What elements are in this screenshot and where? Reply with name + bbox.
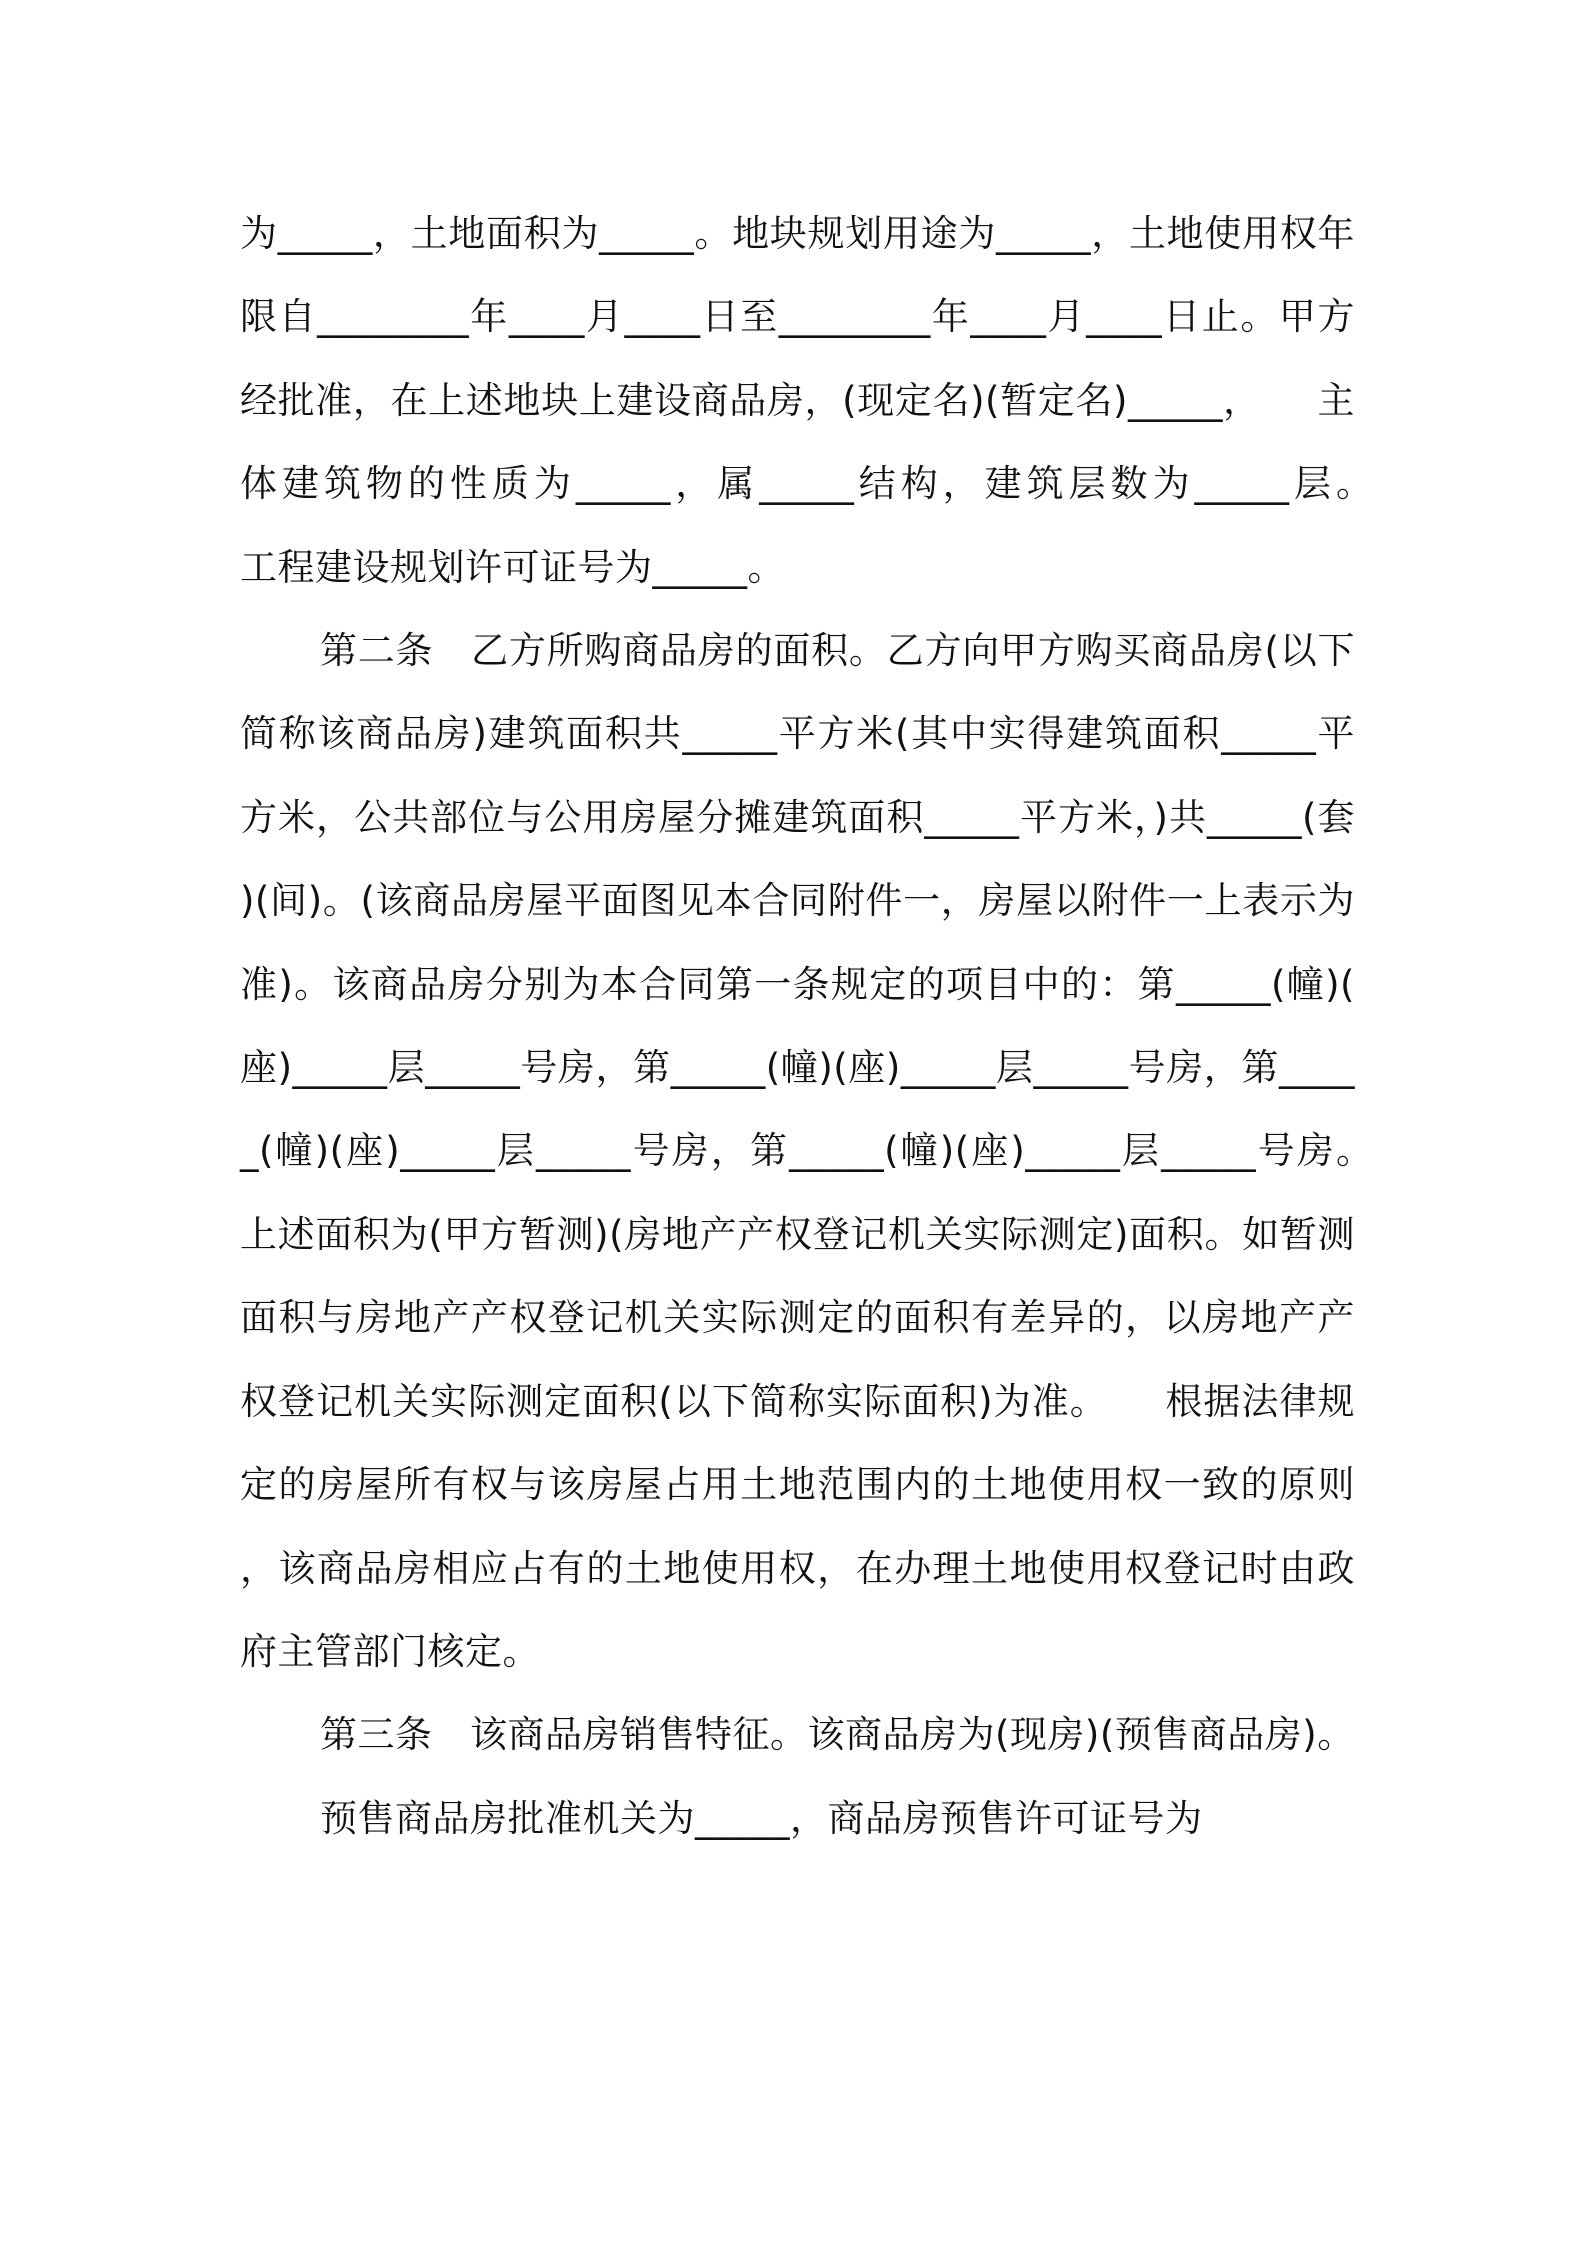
paragraph-article-3-sales: 第三条 该商品房销售特征。该商品房为(现房)(预售商品房)。 (320, 1713, 1355, 1757)
paragraph-presale-license: 预售商品房批准机关为_____，商品房预售许可证号为 (320, 1796, 1203, 1840)
contract-body (240, 192, 1430, 1860)
paragraph-land-and-building: 为_____，土地面积为_____。地块规划用途为_____，土地使用权年限自________年____月____日至________年____月____日止。甲方经批准，在上述地块上建设商品房，(现定名)(暂定名)_____， 主体建筑物的性质为_____，属_____结构，建筑层数为_____层。 工程建设规划许可证号为_____。 (240, 212, 1430, 589)
paragraph-article-2-area: 第二条 乙方所购商品房的面积。乙方向甲方购买商品房(以下简称该商品房)建筑面积共_____平方米(其中实得建筑面积_____平方米，公共部位与公用房屋分摊建筑面积_____平方米，)共_____(套)(间)。(该商品房屋平面图见本合同附件一，房屋以附件一上表示为准)。该商品房分别为本合同第一条规定的项目中的：第_____(幢)(座)_____层_____号房，第_____(幢)(座)_____层_____号房，第_____(幢)(座)_____层_____号房，第_____(幢)(座)_____层_____号房。 上述面积为(甲方暂测)(房地产产权登记机关实际测定)面积。如暂测面积与房地产产权登记机关实际测定的面积有差异的，以房地产产权登记机关实际测定面积(以下简称实际面积)为准。 根据法律规定的房屋所有权与该房屋占用土地范围内的土地使用权一致的原则，该商品房相应占有的土地使用权，在办理土地使用权登记时由政府主管部门核定。 (240, 629, 1430, 1673)
